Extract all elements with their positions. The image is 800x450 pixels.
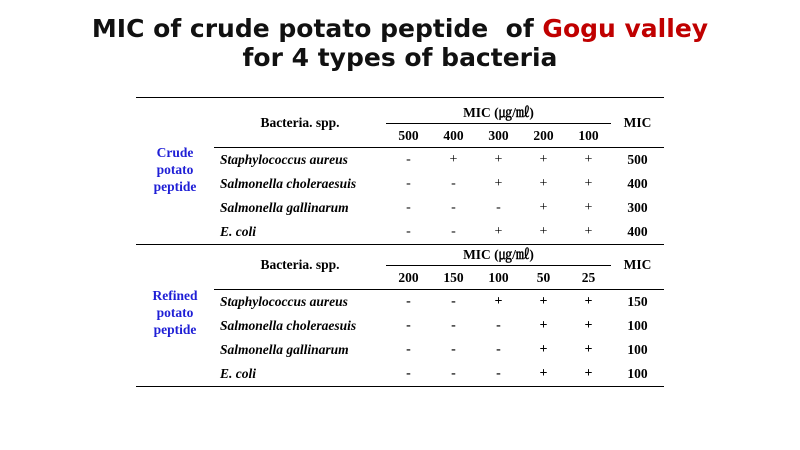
- conc-header: 100: [578, 127, 599, 143]
- growth-sign: -: [406, 224, 411, 239]
- growth-sign: +: [539, 176, 548, 191]
- conc-header: 400: [443, 127, 464, 143]
- growth-sign: +: [584, 318, 593, 333]
- conc-header: 50: [536, 269, 551, 285]
- growth-sign: +: [584, 224, 593, 239]
- refined-peptide-table: [136, 240, 664, 387]
- growth-sign: -: [406, 200, 411, 215]
- conc-header: 300: [488, 127, 509, 143]
- header-mic-concentration: MIC (㎍/㎖): [463, 104, 534, 120]
- bacteria-name: Staphylococcus aureus: [220, 294, 348, 309]
- bacteria-name: Salmonella choleraesuis: [220, 318, 357, 333]
- growth-sign: -: [451, 318, 456, 333]
- mic-value: 400: [627, 224, 648, 239]
- mic-value: 300: [627, 200, 648, 215]
- header-mic: MIC: [623, 114, 652, 130]
- bacteria-name: E. coli: [220, 224, 256, 239]
- header-mic: MIC: [623, 256, 652, 272]
- growth-sign: -: [406, 366, 411, 381]
- group-label-crude: Crude potato peptide: [153, 145, 197, 194]
- growth-sign: -: [406, 318, 411, 333]
- conc-header: 200: [398, 269, 419, 285]
- table-row: [214, 338, 664, 362]
- growth-sign: +: [584, 366, 593, 381]
- growth-sign: +: [584, 294, 593, 309]
- mic-value: 150: [627, 294, 648, 309]
- growth-sign: +: [584, 176, 593, 191]
- crude-peptide-table: [136, 97, 664, 245]
- growth-sign: -: [406, 294, 411, 309]
- growth-sign: +: [539, 152, 548, 167]
- growth-sign: -: [451, 224, 456, 239]
- growth-sign: +: [539, 342, 548, 357]
- header-mic-concentration: MIC (㎍/㎖): [463, 246, 534, 262]
- mic-value: 500: [627, 152, 648, 167]
- growth-sign: +: [584, 152, 593, 167]
- table-row: [214, 362, 664, 386]
- growth-sign: +: [539, 294, 548, 309]
- growth-sign: -: [496, 318, 501, 333]
- header-bacteria: Bacteria. spp.: [260, 256, 340, 272]
- growth-sign: -: [451, 366, 456, 381]
- bacteria-name: Salmonella gallinarum: [220, 342, 349, 357]
- growth-sign: -: [451, 176, 456, 191]
- growth-sign: +: [584, 200, 593, 215]
- mic-value: 400: [627, 176, 648, 191]
- growth-sign: +: [494, 176, 503, 191]
- title-highlight: Gogu valley: [542, 14, 709, 43]
- growth-sign: +: [539, 200, 548, 215]
- header-bacteria: Bacteria. spp.: [260, 114, 340, 130]
- growth-sign: +: [494, 152, 503, 167]
- growth-sign: +: [494, 224, 503, 239]
- group-label-refined: Refined potato peptide: [152, 288, 198, 337]
- conc-header: 25: [581, 269, 596, 285]
- title-line-1: [0, 14, 800, 43]
- table-row: [214, 290, 664, 314]
- mic-value: 100: [627, 342, 648, 357]
- growth-sign: -: [496, 342, 501, 357]
- mic-value: 100: [627, 318, 648, 333]
- bacteria-name: Staphylococcus aureus: [220, 152, 348, 167]
- mic-value: 100: [627, 366, 648, 381]
- bacteria-name: Salmonella gallinarum: [220, 200, 349, 215]
- conc-header: 100: [488, 269, 509, 285]
- growth-sign: +: [539, 224, 548, 239]
- growth-sign: +: [494, 294, 503, 309]
- conc-header: 500: [398, 127, 419, 143]
- growth-sign: -: [496, 366, 501, 381]
- growth-sign: -: [406, 342, 411, 357]
- growth-sign: -: [451, 200, 456, 215]
- growth-sign: -: [451, 294, 456, 309]
- conc-header: 150: [443, 269, 464, 285]
- title-prefix: MIC of crude potato peptide of: [91, 14, 543, 43]
- growth-sign: -: [406, 176, 411, 191]
- slide-title: [0, 14, 800, 72]
- growth-sign: +: [584, 342, 593, 357]
- table-row: [214, 148, 664, 172]
- table-row: [214, 196, 664, 220]
- growth-sign: -: [496, 200, 501, 215]
- growth-sign: -: [451, 342, 456, 357]
- bacteria-name: E. coli: [220, 366, 256, 381]
- title-line-2: for 4 types of bacteria: [242, 43, 558, 72]
- growth-sign: +: [449, 152, 458, 167]
- growth-sign: +: [539, 318, 548, 333]
- conc-header: 200: [533, 127, 554, 143]
- growth-sign: -: [406, 152, 411, 167]
- table-row: [214, 172, 664, 196]
- table-row: [214, 314, 664, 338]
- bacteria-name: Salmonella choleraesuis: [220, 176, 357, 191]
- growth-sign: +: [539, 366, 548, 381]
